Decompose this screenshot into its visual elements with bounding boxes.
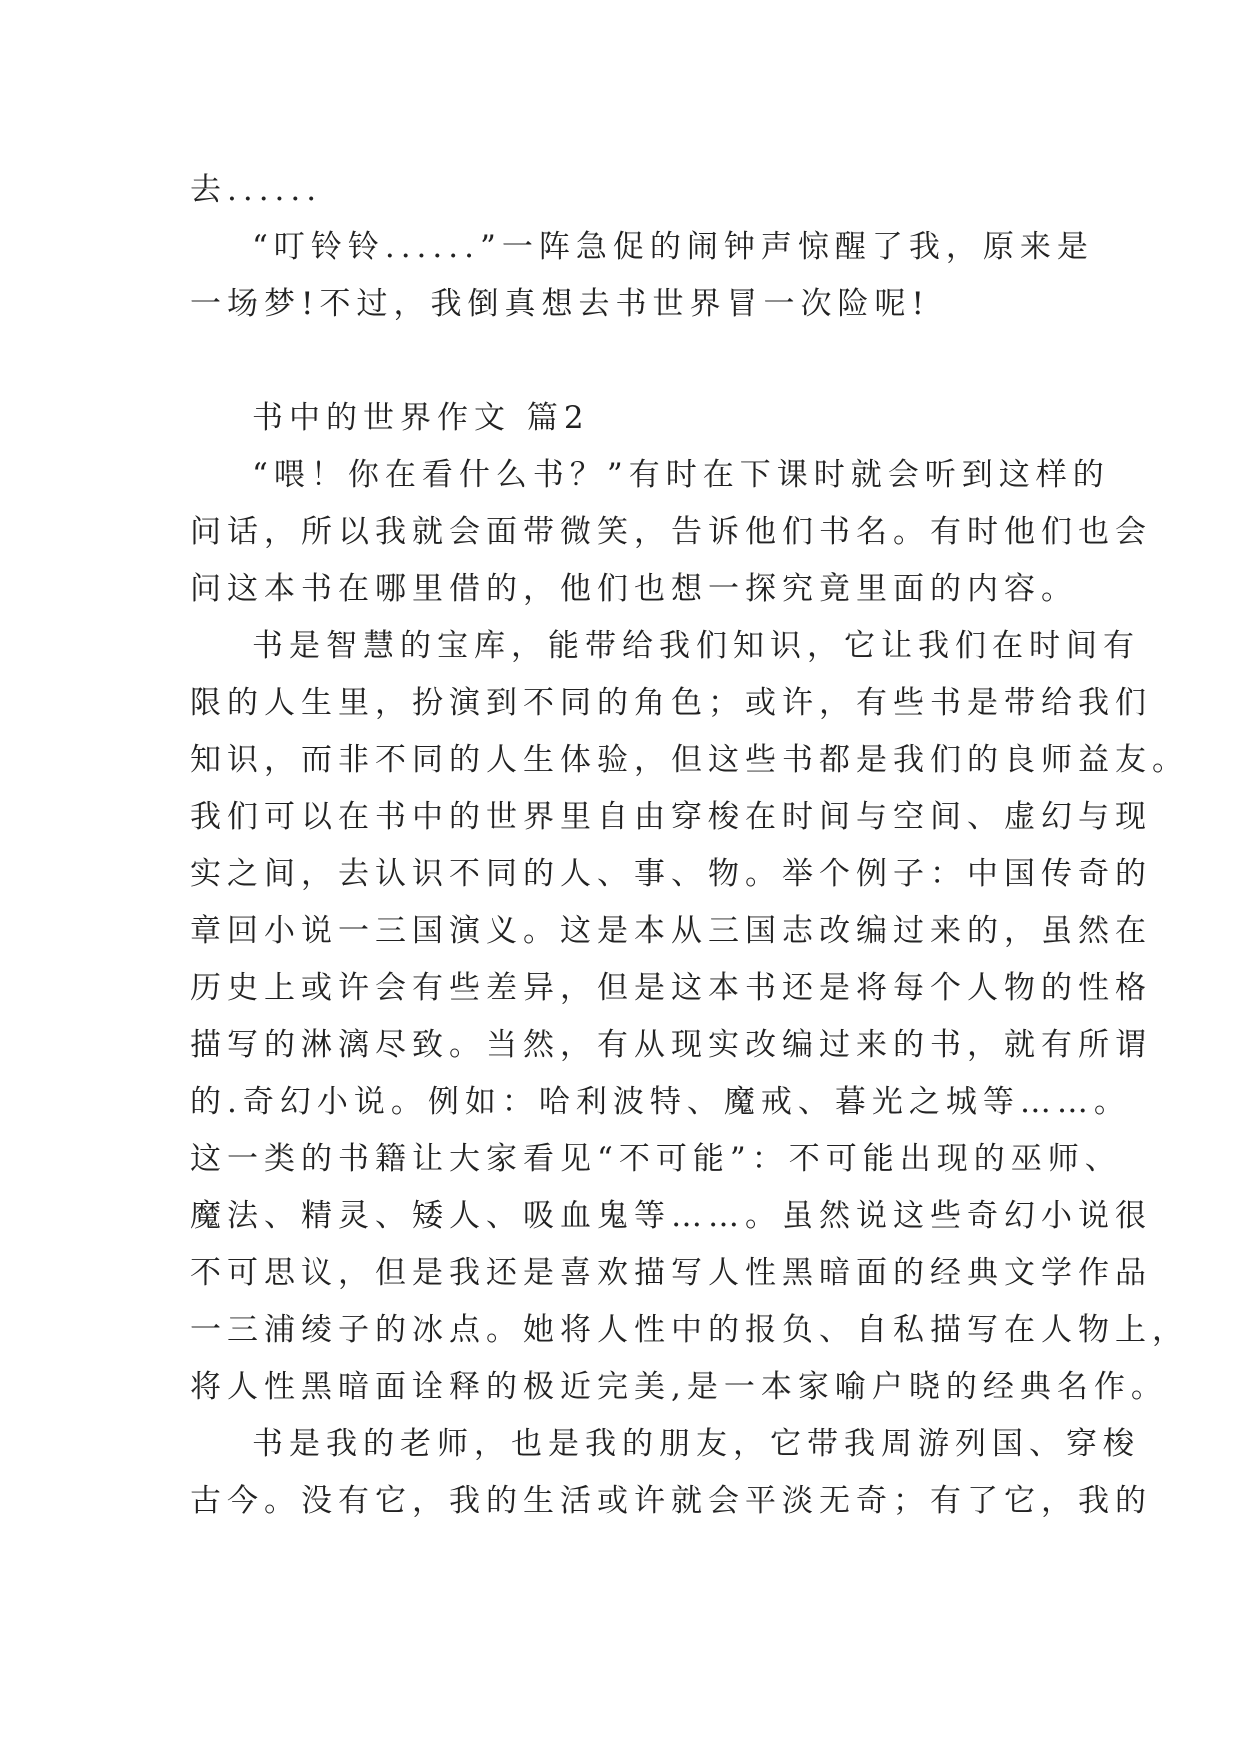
text-line: 这一类的书籍让大家看见“不可能”：不可能出现的巫师、 (190, 1141, 1122, 1177)
text-line: 我们可以在书中的世界里自由穿梭在时间与空间、虚幻与现 (190, 799, 1152, 835)
text-line: 限的人生里，扮演到不同的角色；或许，有些书是带给我们 (190, 685, 1152, 721)
text-line: 知识，而非不同的人生体验，但这些书都是我们的良师益友。 (190, 742, 1189, 778)
text-line: 古今。没有它，我的生活或许就会平淡无奇；有了它，我的 (190, 1483, 1152, 1519)
text-line: 不可思议，但是我还是喜欢描写人性黑暗面的经典文学作品 (190, 1255, 1152, 1291)
text-line: 的.奇幻小说。例如：哈利波特、魔戒、暮光之城等……。 (190, 1084, 1131, 1120)
text-line: 一三浦绫子的冰点。她将人性中的报负、自私描写在人物上， (190, 1312, 1189, 1348)
text-line: 问这本书在哪里借的，他们也想一探究竟里面的内容。 (190, 571, 1078, 607)
section-heading: 书中的世界作文 篇2 (252, 400, 590, 436)
text-line: 魔法、精灵、矮人、吸血鬼等……。虽然说这些奇幻小说很 (190, 1198, 1152, 1234)
text-line: 去...... (190, 172, 323, 208)
text-line: 实之间，去认识不同的人、事、物。举个例子：中国传奇的 (190, 856, 1152, 892)
text-line: “喂！你在看什么书？”有时在下课时就会听到这样的 (252, 457, 1110, 493)
text-line: 书是智慧的宝库，能带给我们知识，它让我们在时间有 (252, 628, 1140, 664)
text-line: 历史上或许会有些差异，但是这本书还是将每个人物的性格 (190, 970, 1152, 1006)
text-line: 章回小说一三国演义。这是本从三国志改编过来的，虽然在 (190, 913, 1152, 949)
text-line: “叮铃铃......”一阵急促的闹钟声惊醒了我，原来是 (252, 229, 1094, 265)
text-line: 描写的淋漓尽致。当然，有从现实改编过来的书，就有所谓 (190, 1027, 1152, 1063)
text-line: 将人性黑暗面诠释的极近完美,是一本家喻户晓的经典名作。 (190, 1369, 1168, 1405)
text-line: 书是我的老师，也是我的朋友，它带我周游列国、穿梭 (252, 1426, 1140, 1462)
text-line: 问话，所以我就会面带微笑，告诉他们书名。有时他们也会 (190, 514, 1152, 550)
text-line: 一场梦!不过，我倒真想去书世界冒一次险呢! (190, 286, 930, 322)
